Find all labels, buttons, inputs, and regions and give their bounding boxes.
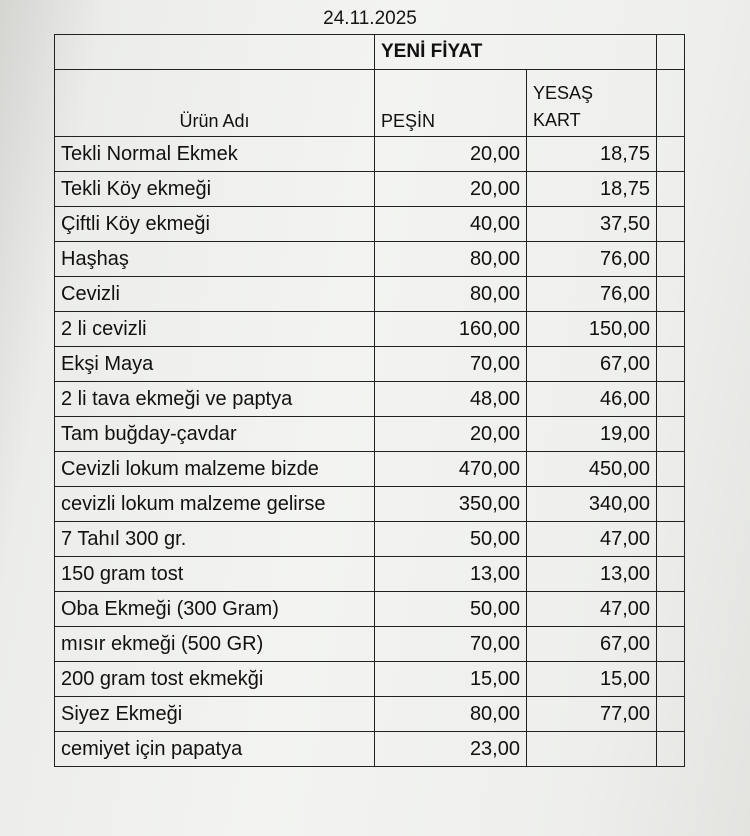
cash-price-cell: 20,00 <box>375 137 527 172</box>
card-header-line1: YESAŞ <box>533 83 594 103</box>
product-name-cell: Tekli Normal Ekmek <box>55 137 375 172</box>
extra-cell <box>657 452 685 487</box>
cash-price-cell: 20,00 <box>375 172 527 207</box>
table-row <box>55 732 685 767</box>
extra-cell <box>657 207 685 242</box>
cash-price-cell: 70,00 <box>375 347 527 382</box>
table-row <box>55 207 685 242</box>
cash-price-cell: 70,00 <box>375 627 527 662</box>
product-name-cell: Çiftli Köy ekmeği <box>55 207 375 242</box>
extra-cell <box>657 592 685 627</box>
header-empty-cell <box>55 35 375 70</box>
extra-cell <box>657 172 685 207</box>
product-name-cell: Cevizli lokum malzeme bizde <box>55 452 375 487</box>
extra-cell <box>657 312 685 347</box>
header-extra-cell <box>657 70 685 137</box>
card-header-line2: KART <box>533 110 581 130</box>
product-name-cell: Tekli Köy ekmeği <box>55 172 375 207</box>
product-name-cell: mısır ekmeği (500 GR) <box>55 627 375 662</box>
product-name-cell: 150 gram tost <box>55 557 375 592</box>
card-price-cell: 18,75 <box>527 172 657 207</box>
card-price-cell: 15,00 <box>527 662 657 697</box>
card-price-cell: 47,00 <box>527 522 657 557</box>
table-row <box>55 557 685 592</box>
cash-price-cell: 15,00 <box>375 662 527 697</box>
cash-price-cell: 23,00 <box>375 732 527 767</box>
cash-price-cell: 40,00 <box>375 207 527 242</box>
card-price-cell: 67,00 <box>527 627 657 662</box>
table-row <box>55 172 685 207</box>
extra-cell <box>657 137 685 172</box>
new-price-header: YENİ FİYAT <box>375 35 657 70</box>
product-name-cell: Siyez Ekmeği <box>55 697 375 732</box>
table-row <box>55 137 685 172</box>
cash-price-cell: 20,00 <box>375 417 527 452</box>
product-name-cell: 2 li cevizli <box>55 312 375 347</box>
product-name-cell: 200 gram tost ekmekği <box>55 662 375 697</box>
extra-cell <box>657 522 685 557</box>
product-name-cell: cevizli lokum malzeme gelirse <box>55 487 375 522</box>
card-price-cell: 150,00 <box>527 312 657 347</box>
card-price-cell: 340,00 <box>527 487 657 522</box>
date-label: 24.11.2025 <box>323 8 417 29</box>
card-header <box>527 70 657 137</box>
header-row-top <box>55 35 685 70</box>
extra-cell <box>657 662 685 697</box>
table-row <box>55 662 685 697</box>
extra-cell <box>657 347 685 382</box>
product-name-cell: 7 Tahıl 300 gr. <box>55 522 375 557</box>
card-price-cell: 47,00 <box>527 592 657 627</box>
cash-price-cell: 80,00 <box>375 277 527 312</box>
table-row <box>55 277 685 312</box>
table-row <box>55 522 685 557</box>
cash-price-cell: 80,00 <box>375 697 527 732</box>
card-price-cell: 76,00 <box>527 277 657 312</box>
cash-price-cell: 350,00 <box>375 487 527 522</box>
table-row <box>55 627 685 662</box>
cash-price-cell: 50,00 <box>375 592 527 627</box>
card-price-cell: 450,00 <box>527 452 657 487</box>
extra-cell <box>657 277 685 312</box>
product-name-cell: cemiyet için papatya <box>55 732 375 767</box>
table-row <box>55 312 685 347</box>
table-row <box>55 347 685 382</box>
card-price-cell <box>527 732 657 767</box>
table-row <box>55 452 685 487</box>
extra-cell <box>657 627 685 662</box>
card-price-cell: 37,50 <box>527 207 657 242</box>
extra-cell <box>657 417 685 452</box>
extra-cell <box>657 557 685 592</box>
table-row <box>55 382 685 417</box>
product-name-header: Ürün Adı <box>55 70 375 137</box>
product-name-cell: Oba Ekmeği (300 Gram) <box>55 592 375 627</box>
card-price-cell: 13,00 <box>527 557 657 592</box>
product-name-cell: Ekşi Maya <box>55 347 375 382</box>
cash-price-cell: 48,00 <box>375 382 527 417</box>
header-extra-cell <box>657 35 685 70</box>
product-name-cell: Tam buğday-çavdar <box>55 417 375 452</box>
card-price-cell: 76,00 <box>527 242 657 277</box>
product-name-cell: Haşhaş <box>55 242 375 277</box>
extra-cell <box>657 487 685 522</box>
extra-cell <box>657 697 685 732</box>
card-price-cell: 46,00 <box>527 382 657 417</box>
card-price-cell: 19,00 <box>527 417 657 452</box>
cash-price-cell: 50,00 <box>375 522 527 557</box>
cash-price-cell: 80,00 <box>375 242 527 277</box>
header-row-bottom <box>55 70 685 137</box>
extra-cell <box>657 382 685 417</box>
card-price-cell: 18,75 <box>527 137 657 172</box>
card-price-cell: 77,00 <box>527 697 657 732</box>
table-row <box>55 487 685 522</box>
price-table <box>54 34 685 767</box>
product-name-cell: 2 li tava ekmeği ve paptya <box>55 382 375 417</box>
cash-price-cell: 160,00 <box>375 312 527 347</box>
extra-cell <box>657 732 685 767</box>
table-row <box>55 592 685 627</box>
table-row <box>55 417 685 452</box>
table-row <box>55 697 685 732</box>
card-price-cell: 67,00 <box>527 347 657 382</box>
cash-header: PEŞİN <box>375 70 527 137</box>
table-row <box>55 242 685 277</box>
cash-price-cell: 470,00 <box>375 452 527 487</box>
cash-price-cell: 13,00 <box>375 557 527 592</box>
extra-cell <box>657 242 685 277</box>
product-name-cell: Cevizli <box>55 277 375 312</box>
